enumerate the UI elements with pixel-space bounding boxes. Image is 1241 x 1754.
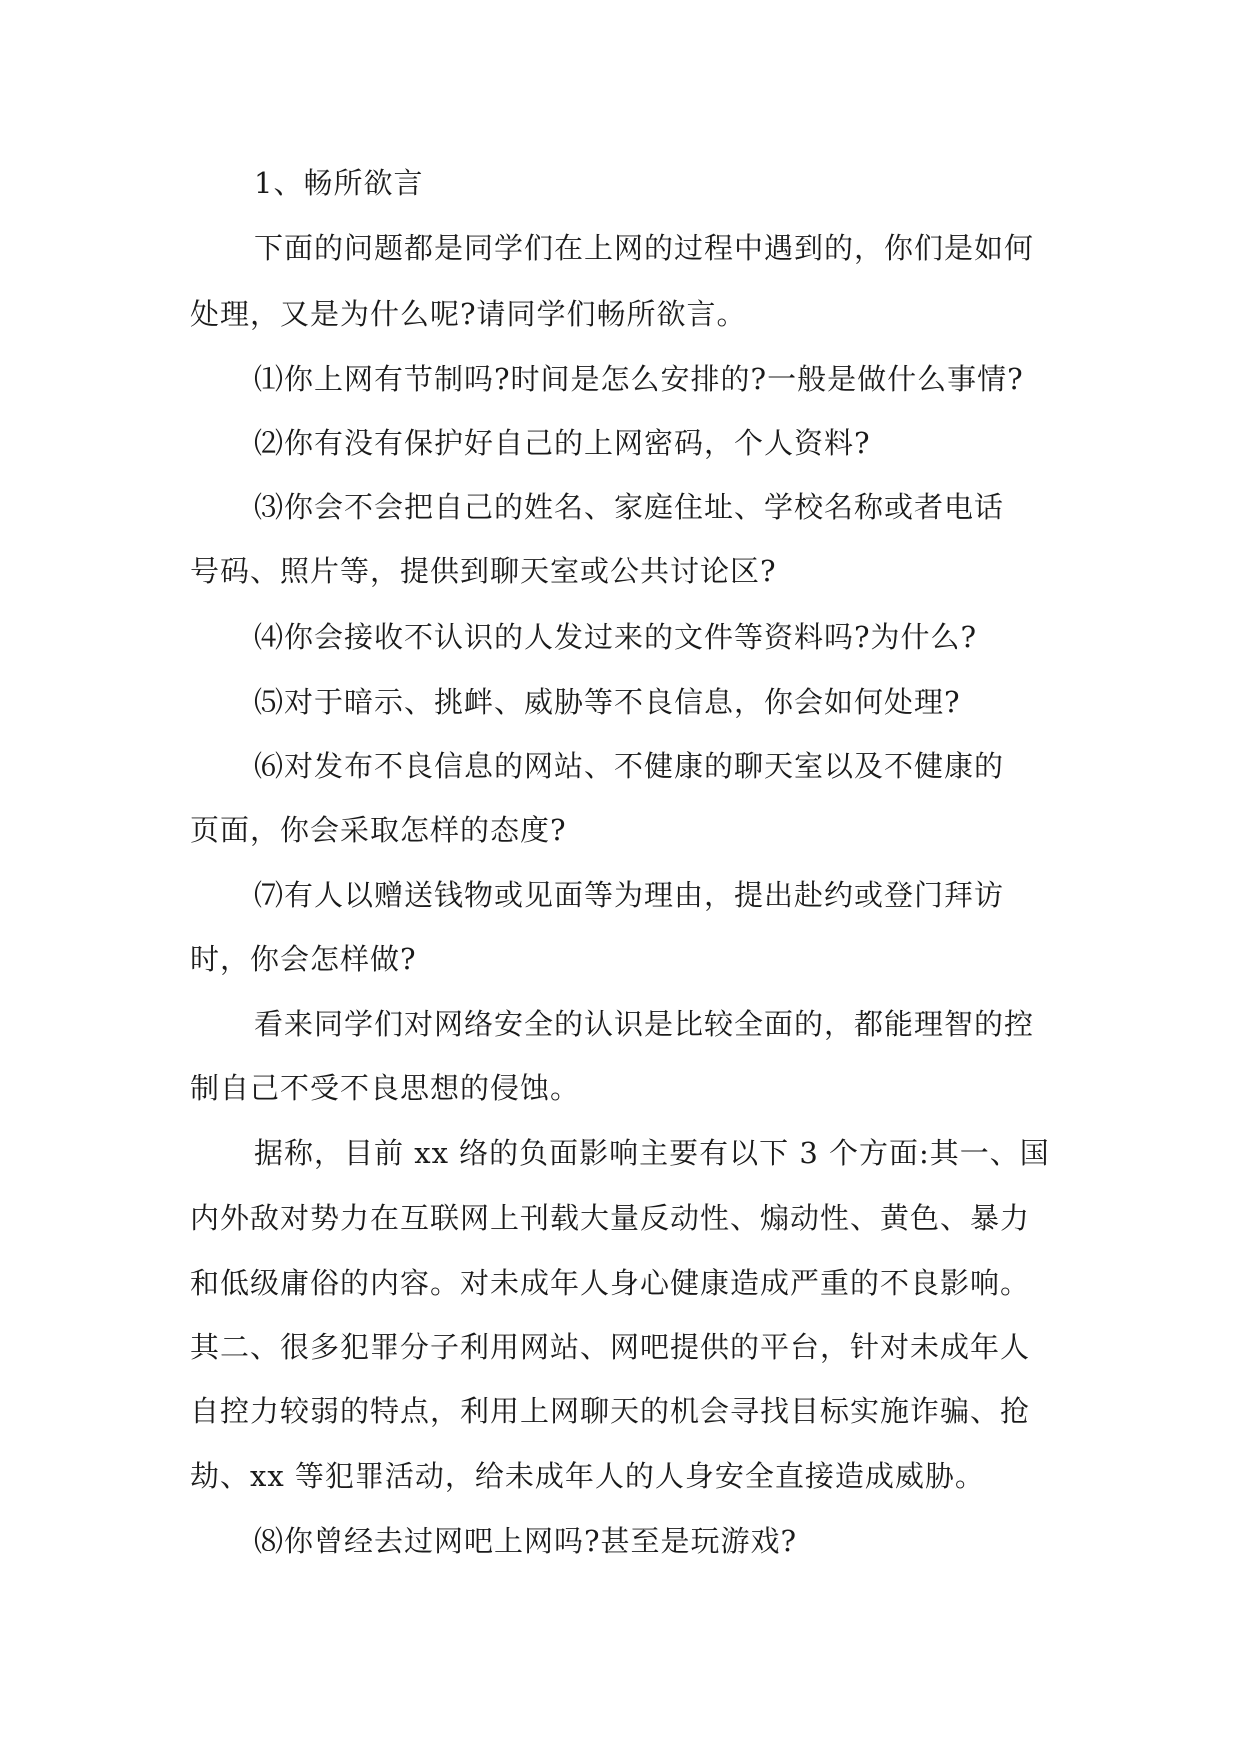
question-7: ⑺有人以赠送钱物或见面等为理由，提出赴约或登门拜访 [254, 878, 1005, 912]
question-6: ⑹对发布不良信息的网站、不健康的聊天室以及不健康的 [254, 749, 1005, 783]
question-3-cont: 号码、照片等，提供到聊天室或公共讨论区? [190, 554, 777, 588]
paragraph-line: 劫、xx 等犯罪活动，给未成年人的人身安全直接造成威胁。 [190, 1459, 985, 1493]
section-heading: 1、畅所欲言 [254, 166, 424, 200]
question-1: ⑴你上网有节制吗?时间是怎么安排的?一般是做什么事情? [254, 362, 1024, 396]
question-3: ⑶你会不会把自己的姓名、家庭住址、学校名称或者电话 [254, 490, 1005, 524]
paragraph-line: 和低级庸俗的内容。对未成年人身心健康造成严重的不良影响。 [190, 1266, 1031, 1300]
paragraph-line: 处理，又是为什么呢?请同学们畅所欲言。 [190, 297, 747, 331]
question-5: ⑸对于暗示、挑衅、威胁等不良信息，你会如何处理? [254, 685, 961, 719]
paragraph-line: 制自己不受不良思想的侵蚀。 [190, 1071, 581, 1105]
question-4: ⑷你会接收不认识的人发过来的文件等资料吗?为什么? [254, 620, 978, 654]
question-6-cont: 页面，你会采取怎样的态度? [190, 813, 567, 847]
paragraph-line: 据称，目前 xx 络的负面影响主要有以下 3 个方面:其一、国 [254, 1136, 1050, 1170]
question-8: ⑻你曾经去过网吧上网吗?甚至是玩游戏? [254, 1524, 798, 1558]
question-7-cont: 时，你会怎样做? [190, 942, 417, 976]
question-2: ⑵你有没有保护好自己的上网密码，个人资料? [254, 426, 871, 460]
paragraph-line: 其二、很多犯罪分子利用网站、网吧提供的平台，针对未成年人 [190, 1330, 1031, 1364]
paragraph-line: 下面的问题都是同学们在上网的过程中遇到的，你们是如何 [254, 231, 1035, 265]
paragraph-line: 内外敌对势力在互联网上刊载大量反动性、煽动性、黄色、暴力 [190, 1201, 1031, 1235]
paragraph-line: 自控力较弱的特点，利用上网聊天的机会寻找目标实施诈骗、抢 [190, 1394, 1031, 1428]
paragraph-line: 看来同学们对网络安全的认识是比较全面的，都能理智的控 [254, 1007, 1035, 1041]
